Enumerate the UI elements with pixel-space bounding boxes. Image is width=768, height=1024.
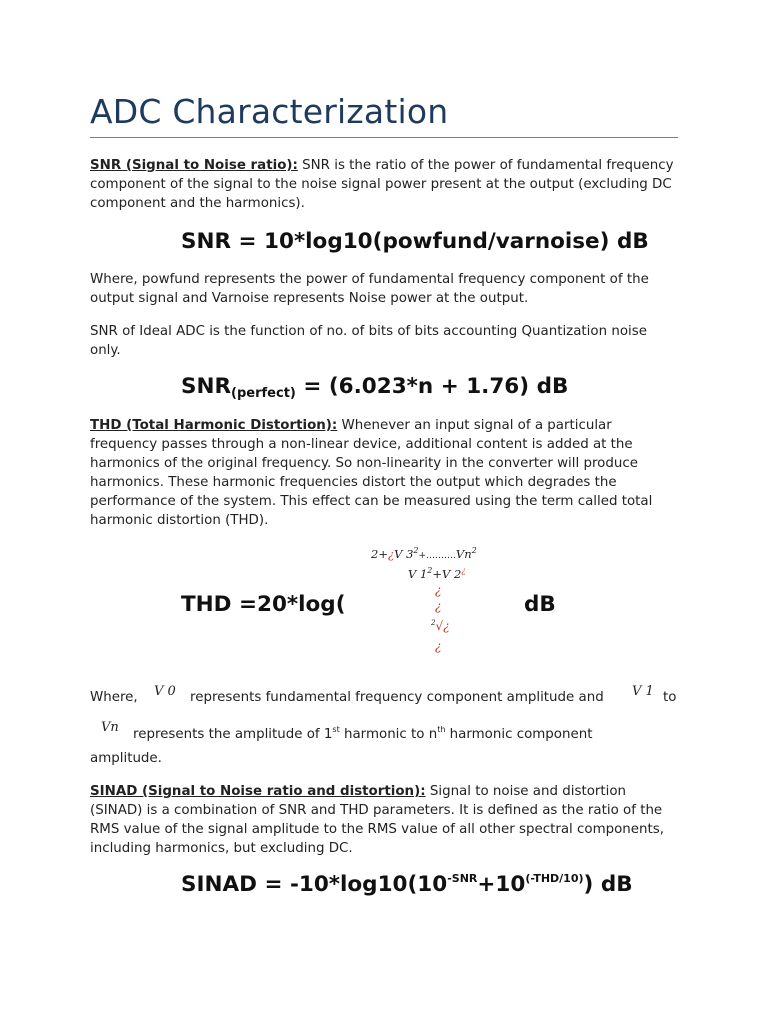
- sinad-heading: SINAD (Signal to Noise ratio and distortion):: [90, 784, 426, 799]
- v0-symbol: V 0: [154, 684, 176, 699]
- thd-equation-left: THD =20*log(: [181, 592, 346, 617]
- snr-where: Where, powfund represents the power of fundamental frequency component of the output signal and Varnoise represents Noise power at the output.: [90, 272, 649, 306]
- thd-fraction-glyph-1: ¿: [435, 583, 442, 597]
- thd-fraction-denominator: V $1^2+V$ 2¿: [408, 566, 466, 581]
- snr-paragraph: [90, 156, 680, 213]
- snr-perfect-rhs: = (6.023*n + 1.76) dB: [295, 374, 569, 399]
- v1-symbol: V 1: [632, 684, 654, 699]
- thd-fraction-glyph-2: ¿: [435, 599, 442, 613]
- thd-fraction-glyph-3: ¿: [435, 639, 442, 653]
- thd-body: Whenever an input signal of a particular frequency passes through a non-linear device, additional content is added at the harmonics of the original frequency. So non-linearity in the converter will produce harmonics. These harmonic frequencies distort the output which degrades the performance of the system. This effect can be measured using the term called total harmonic distortion (THD).: [90, 418, 653, 528]
- snr-perfect-sub: (perfect): [231, 386, 296, 401]
- thd-paragraph: [90, 416, 680, 530]
- sinad-equation: SINAD = $-10*\log 10(10^{-SNR}+10^{(-THD/10)})$ dB: [181, 872, 633, 897]
- thd-where-text-3: amplitude.: [90, 751, 162, 766]
- title-divider: [90, 137, 678, 138]
- page-title: ADC Characterization: [90, 92, 449, 131]
- thd-equation-right: dB: [524, 592, 556, 617]
- thd-where-to: to: [663, 690, 677, 705]
- snr-ideal: SNR of Ideal ADC is the function of no. of bits of bits accounting Quantization noise only.: [90, 324, 647, 358]
- snr-heading: SNR (Signal to Noise ratio):: [90, 158, 298, 173]
- snr-perfect-equation: [181, 374, 568, 401]
- thd-heading: THD (Total Harmonic Distortion):: [90, 418, 338, 433]
- snr-body: SNR is the ratio of the power of fundamental frequency component of the signal to the noise signal power present at the output (excluding DC component and the harmonics).: [90, 158, 674, 211]
- snr-perfect-lhs: SNR: [181, 374, 232, 399]
- vn-symbol: Vn: [101, 720, 119, 735]
- thd-fraction-root: $^2$√¿: [431, 619, 450, 633]
- thd-where-label: Where,: [90, 690, 138, 705]
- sinad-paragraph: [90, 782, 680, 858]
- sinad-body: Signal to noise and distortion (SINAD) is a combination of SNR and THD parameters. It is defined as the ratio of the RMS value of the signal amplitude to the RMS value of all other spectral components, including harmonics, but excluding DC.: [90, 784, 665, 856]
- snr-equation: SNR = 10*log10(powfund/varnoise) dB: [181, 229, 649, 254]
- thd-where-text-1: represents fundamental frequency component amplitude and: [190, 690, 604, 705]
- thd-where-text-2: represents the amplitude of 1st harmonic to $n^{th}$ harmonic component: [133, 725, 593, 742]
- thd-fraction-numerator: 2+¿V $3^2+\dots\dots\dots.Vn^2$: [371, 546, 477, 561]
